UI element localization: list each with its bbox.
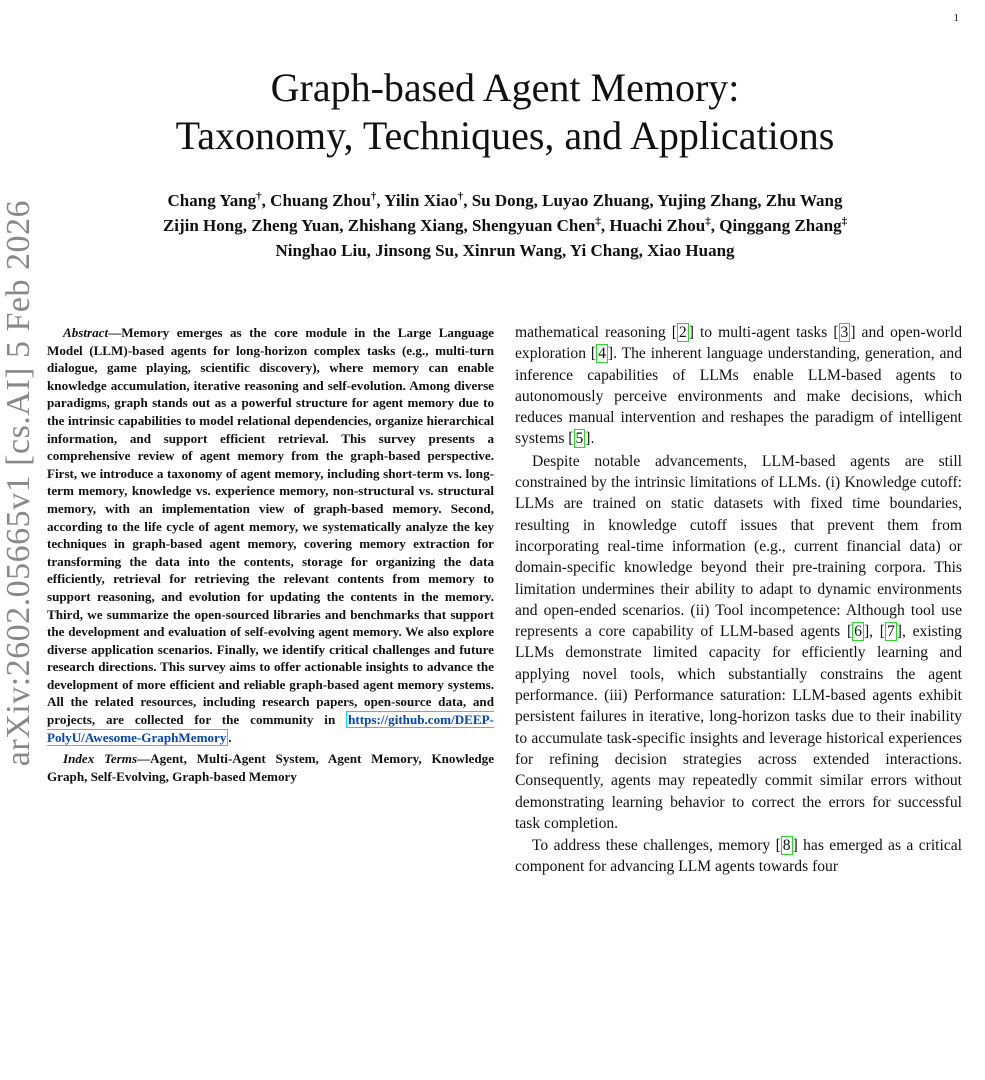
body-paragraph: To address these challenges, memory [ 8 ] has emerged as a critical component for advancing LLM agents towards four	[515, 837, 962, 876]
abstract-paragraph: Abstract—Memory emerges as the core module in the Large Language Model (LLM)-based agents for long-horizon complex tasks (e.g., multi-turn dialogue, game playing, scientific discovery), where memory can enable knowledge accumulation, iterative reasoning and self-evolution. Among diverse paradigms, graph stands out as a powerful structure for agent memory due to the intrinsic capabilities to model relational dependencies, organize hierarchical information, and support efficient retrieval. This survey presents a comprehensive review of agent memory from the graph-based perspective. First, we introduce a taxonomy of agent memory, including short-term vs. long-term memory, knowledge vs. experience memory, non-structural vs. structural memory, with an implementation view of graph-based memory. Second, according to the life cycle of agent memory, we systematically analyze the key techniques in graph-based agent memory, covering memory extraction for transforming the data into the contents, storage for organizing the data efficiently, retrieval for retrieving the relevant contents from memory to support reasoning, and evolution for updating the contents in the memory. Third, we summarize the open-sourced libraries and benchmarks that support the development and evaluation of self-evolving agent memory. We also explore diverse application scenarios. Finally, we identify critical challenges and future research directions. This survey aims to offer actionable insights to advance the development of more efficient and reliable graph-based agent memory systems. All the related resources, including research papers, open-source data, and projects, are collected for the community in https://github.com/DEEP-PolyU/Awesome-GraphMemory .	[47, 325, 494, 745]
affiliation-mark: ‡	[595, 215, 601, 228]
abstract-text: Memory emerges as the core module in the Large Language Model (LLM)-based agents for long-horizon complex tasks (e.g., multi-turn dialogue, game playing, scientific discovery), where memory can enable knowledge accumulation, iterative reasoning and self-evolution. Among diverse paradigms, graph stands out as a powerful structure for agent memory due to the intrinsic capabilities to model relational dependencies, organize hierarchical information, and support efficient retrieval. This survey presents a comprehensive review of agent memory from the graph-based perspective. First, we introduce a taxonomy of agent memory, including short-term vs. long-term memory, knowledge vs. experience memory, non-structural vs. structural memory, with an implementation view of graph-based memory. Second, according to the life cycle of agent memory, we systematically analyze the key techniques in graph-based agent memory, covering memory extraction for transforming the data into the contents, storage for organizing the data efficiently, retrieval for retrieving the relevant contents from memory to support reasoning, and evolution for updating the contents in the memory. Third, we summarize the open-sourced libraries and benchmarks that support the development and evaluation of self-evolving agent memory. We also explore diverse application scenarios. Finally, we identify critical challenges and future research directions. This survey aims to offer actionable insights to advance the development of more efficient and reliable graph-based agent memory systems. All the related resources, including research papers, open-source data, and projects, are collected for the community in	[47, 325, 494, 728]
author: Chang Yang	[167, 191, 257, 210]
affiliation-mark: †	[370, 190, 377, 203]
author: Xiao Huang	[647, 241, 735, 260]
author: Xinrun Wang	[462, 241, 562, 260]
author: Zhishang Xiang	[347, 216, 464, 235]
citation-link[interactable]: 2	[678, 324, 687, 341]
affiliation-mark: ‡	[705, 215, 711, 228]
citation-link[interactable]: 4	[598, 345, 606, 363]
title-line-2: Taxonomy, Techniques, and Applications	[175, 113, 835, 158]
paper-title	[0, 64, 985, 160]
affiliation-mark: †	[457, 190, 464, 203]
title-line-1: Graph-based Agent Memory:	[270, 65, 740, 110]
body-paragraph: mathematical reasoning [ 2 ] to multi-agent tasks [ 3 ] and open-world exploration [ 4 ]. The inherent language understanding, generation, and inference capabilities of LLMs enable LLM-based agents to autonomously perceive environments and make decisions, which reduces manual intervention and reshapes the paradigm of intelligent systems [ 5 ].	[515, 324, 963, 448]
author: Qinggang Zhang	[719, 216, 842, 235]
resource-link[interactable]: https://github.com/DEEP-PolyU/Awesome-GraphMemory	[47, 712, 494, 745]
abstract-label: Abstract	[63, 325, 109, 340]
page-number: 1	[953, 12, 959, 24]
author: Chuang Zhou	[270, 191, 371, 210]
author: Zheng Yuan	[251, 216, 340, 235]
citation-link[interactable]: 8	[782, 837, 791, 855]
citation-link[interactable]: 7	[886, 623, 895, 641]
author: Shengyuan Chen	[472, 216, 596, 235]
affiliation-mark: †	[256, 190, 262, 203]
author: Luyao Zhuang	[542, 191, 650, 210]
author: Zhu Wang	[765, 191, 843, 210]
author: Yi Chang	[569, 241, 639, 260]
author: Yujing Zhang	[657, 191, 758, 210]
body-column	[515, 322, 962, 878]
index-terms-label: Index Terms	[63, 751, 138, 767]
author: Jinsong Su	[375, 241, 455, 260]
body-paragraph: Despite notable advancements, LLM-based agents are still constrained by the intrinsic limitations of LLMs. (i) Knowledge cutoff: LLMs are trained on static datasets with fixed time boundaries, resulting in knowledge cutoff issues that prevent them from incorporating real-time information (e.g., current financial data) or domain-specific knowledge beyond their pre-training corpora. This limitation undermines their ability to adapt to dynamic environments and open-ended scenarios. (ii) Tool incompetence: Although tool use represents a core capability of LLM-based agents [ 6 ], [ 7 ], existing LLMs demonstrate limited capacity for efficiently learning and applying novel tools, which substantially constrains the agent performance. (iii) Performance saturation: LLM-based agents exhibit persistent failures in iterative, long-horizon tasks due to their inability to accumulate task-specific insights and leverage historical experiences for refining decision strategies across extended interactions. Consequently, agents may repeatedly commit similar errors without demonstrating learning behavior to correct the errors for successful task completion.	[515, 452, 962, 832]
abstract-section	[47, 324, 494, 785]
author: Zijin Hong	[162, 216, 243, 235]
index-terms: Index Terms—Agent, Multi-Agent System, Agent Memory, Knowledge Graph, Self-Evolving, Graph-based Memory	[47, 751, 495, 784]
citation-link[interactable]: 5	[575, 430, 584, 448]
author: Ninghao Liu	[275, 241, 367, 260]
affiliation-mark: ‡	[841, 215, 848, 228]
author: Su Dong	[471, 191, 534, 210]
author-list: Chang Yang†, Chuang Zhou†, Yilin Xiao†, Su Dong, Luyao Zhuang, Yujing Zhang, Zhu Wang Zijin Hong, Zheng Yuan, Zhishang Xiang, Shengyuan Chen‡, Huachi Zhou‡, Qinggang Zhang‡ Ninghao Liu, Jinsong Su, Xinrun Wang, Yi Chang, Xiao Huang	[162, 190, 848, 260]
citation-link[interactable]: 3	[840, 324, 849, 341]
author: Huachi Zhou	[609, 216, 706, 235]
arxiv-watermark: arXiv:2602.05665v1 [cs.AI] 5 Feb 2026	[0, 200, 37, 767]
author: Yilin Xiao	[384, 191, 458, 210]
citation-link[interactable]: 6	[854, 623, 862, 641]
index-terms-text: Agent, Multi-Agent System, Agent Memory, Knowledge Graph, Self-Evolving, Graph-based Memory	[47, 751, 495, 784]
